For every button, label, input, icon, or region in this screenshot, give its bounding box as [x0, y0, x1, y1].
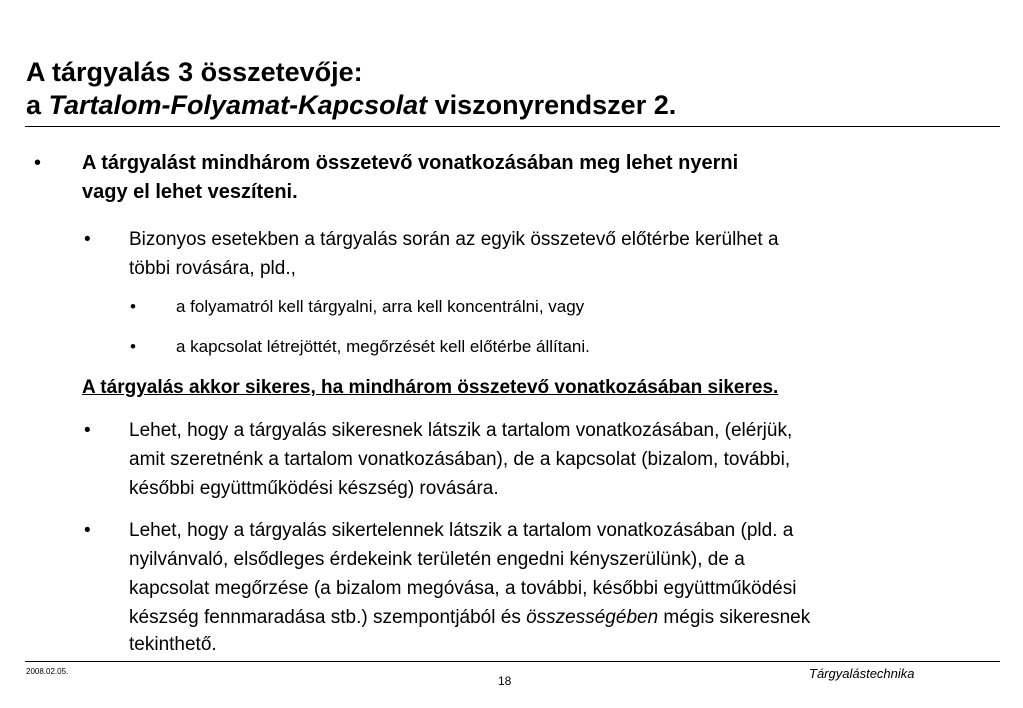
title-line-2 [26, 89, 676, 122]
sub-bullet-3-line-3: kapcsolat megőrzése (a bizalom megóvása, a további, későbbi együttműködési [129, 578, 797, 599]
title-divider [25, 126, 1000, 127]
bullet-marker: • [84, 229, 91, 250]
sub-bullet-1-line-2: többi rovására, pld., [129, 258, 296, 279]
bullet-marker: • [84, 520, 91, 541]
bullet-marker: • [84, 420, 91, 441]
footer-doc-title: Tárgyalástechnika [809, 666, 915, 681]
title-line-2-italic: Tartalom-Folyamat-Kapcsolat [48, 90, 428, 120]
footer-divider [25, 661, 1000, 662]
main-bullet-line-1 [34, 149, 739, 178]
sub-bullet-2-line-1 [84, 416, 793, 445]
sub-bullet-3-line-4-prefix: készség fennmaradása stb.) szempontjából és [129, 607, 527, 628]
sub-bullet-1-line-1 [84, 225, 779, 254]
sub-sub-bullet-1 [130, 296, 585, 318]
sub-bullet-3-line-4-suffix: mégis sikeresnek [658, 607, 811, 628]
sub-bullet-3-line-2: nyilvánvaló, elsődleges érdekeink területén engedni kényszerülünk), de a [129, 549, 745, 570]
sub-bullet-2-line-3: későbbi együttműködési készség) rovására. [129, 478, 499, 499]
sub-bullet-3-line-5: tekinthető. [129, 634, 217, 655]
main-bullet-text-1: A tárgyalást mindhárom összetevő vonatkozásában meg lehet nyerni [82, 152, 739, 174]
slide-title [26, 56, 676, 122]
title-line-1: A tárgyalás 3 összetevője: [26, 57, 363, 87]
bullet-marker: • [34, 152, 42, 174]
bullet-marker: • [130, 297, 136, 316]
sub-bullet-3-line-1 [84, 516, 794, 545]
title-line-2-suffix: viszonyrendszer 2. [427, 90, 677, 120]
sub-sub-bullet-2 [130, 336, 590, 358]
main-bullet-line-2: vagy el lehet veszíteni. [82, 181, 298, 203]
sub-bullet-1-text-1: Bizonyos esetekben a tárgyalás során az egyik összetevő előtérbe kerülhet a [129, 229, 779, 250]
bullet-marker: • [130, 337, 136, 356]
sub-bullet-2-text-1: Lehet, hogy a tárgyalás sikeresnek látszik a tartalom vonatkozásában, (elérjük, [129, 420, 793, 441]
sub-sub-bullet-2-text: a kapcsolat létrejöttét, megőrzését kell előtérbe állítani. [176, 337, 590, 356]
success-heading: A tárgyalás akkor sikeres, ha mindhárom összetevő vonatkozásában sikeres. [82, 377, 779, 398]
sub-bullet-3-line-4 [129, 603, 810, 632]
sub-sub-bullet-1-text: a folyamatról kell tárgyalni, arra kell koncentrálni, vagy [176, 297, 585, 316]
sub-bullet-3-line-4-italic: összességében [526, 607, 659, 628]
title-line-2-prefix: a [26, 90, 49, 120]
sub-bullet-3-text-1: Lehet, hogy a tárgyalás sikertelennek látszik a tartalom vonatkozásában (pld. a [129, 520, 794, 541]
page-number: 18 [498, 674, 512, 688]
sub-bullet-2-line-2: amit szeretnénk a tartalom vonatkozásában), de a kapcsolat (bizalom, további, [129, 449, 791, 470]
footer-date: 2008.02.05. [26, 667, 69, 676]
